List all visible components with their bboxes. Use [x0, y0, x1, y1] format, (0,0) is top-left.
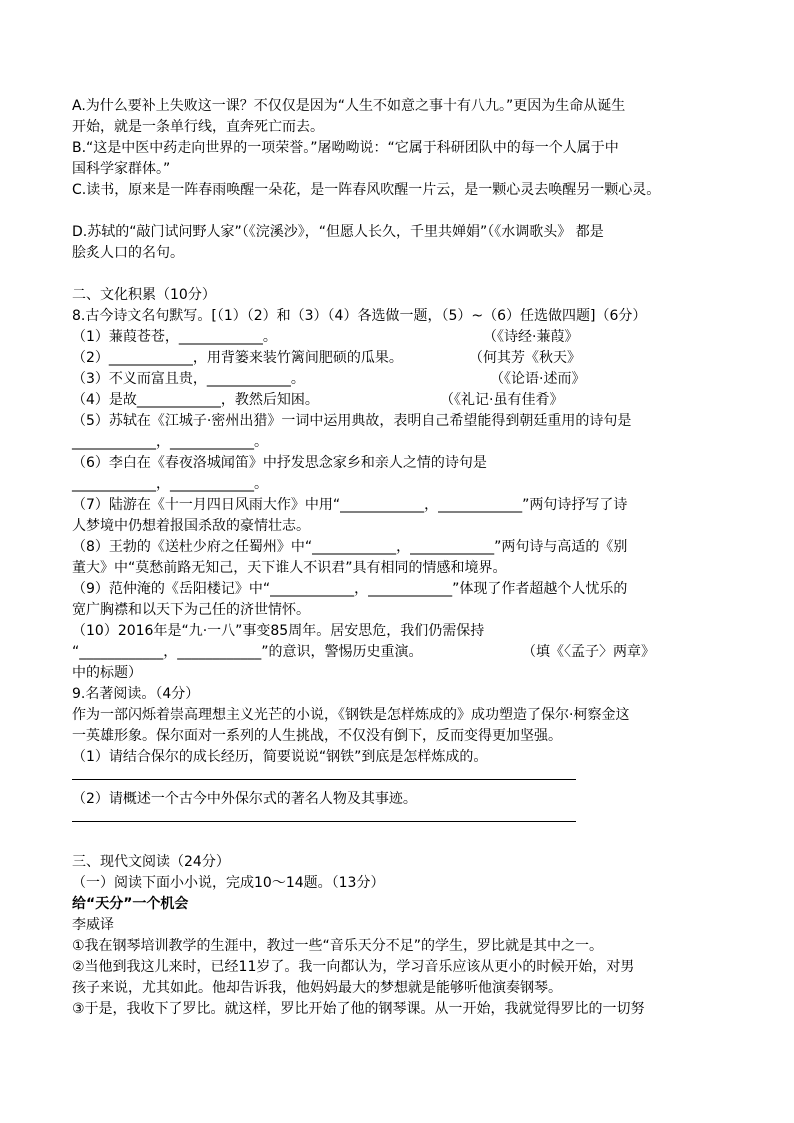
q8-10-note: （填《〈孟子〉两章》	[522, 644, 655, 660]
q9-passage-line2: 一英雄形象。保尔面对一系列的人生挑战，不仅没有倒下，反而变得更加坚强。	[72, 728, 562, 744]
option-b-line2: 国科学家群体。”	[72, 161, 171, 177]
q9-2-answer-line[interactable]	[72, 821, 576, 822]
q8-4: （4）是故____________，教然后知困。	[72, 392, 319, 408]
story-title: 给“天分”一个机会	[72, 896, 189, 912]
q8-instruction: 8.古今诗文名句默写。[（1）（2）和（3）（4）各选做一题，（5）~（6）任选做四题]（6分）	[72, 308, 647, 324]
section2-heading: 二、文化积累（10分）	[72, 287, 216, 303]
q8-10-line3: 中的标题）	[72, 665, 142, 681]
q8-8-line1: （8）王勃的《送杜少府之任蜀州》中“____________，____________”两句诗与高适的《别	[72, 539, 628, 555]
option-d-line2: 脍炙人口的名句。	[72, 245, 184, 261]
q8-4-source: （《礼记·虽有佳肴》	[440, 392, 564, 408]
q9-1: （1）请结合保尔的成长经历，简要说说“钢铁”到底是怎样炼成的。	[72, 749, 488, 765]
q8-5-line2: ____________，____________。	[72, 434, 268, 450]
q8-2-source: （何其芳《秋天》	[469, 350, 581, 366]
q8-7-line1: （7）陆游在《十一月四日风雨大作》中用“____________，____________”两句诗抒写了诗	[72, 497, 628, 513]
q9-heading: 9.名著阅读。（4分）	[72, 686, 200, 702]
q9-passage-line1: 作为一部闪烁着崇高理想主义光芒的小说，《钢铁是怎样炼成的》成功塑造了保尔·柯察金这	[72, 707, 630, 723]
q8-1-source: （《诗经·蒹葭》	[483, 329, 579, 345]
q8-3-source: （《论语·述而》	[490, 371, 586, 387]
option-a-line1: A.为什么要补上失败这一课？不仅仅是因为“人生不如意之事十有八九。”更因为生命从诞生	[72, 98, 626, 114]
q9-1-answer-line[interactable]	[72, 779, 576, 780]
q8-8-line2: 董大》中“莫愁前路无知己，天下谁人不识君”具有相同的情感和境界。	[72, 560, 507, 576]
q9-2: （2）请概述一个古今中外保尔式的著名人物及其事迹。	[72, 791, 417, 807]
option-d-line1: D.苏轼的“敲门试问野人家”（《浣溪沙》，“但愿人长久，千里共婵娟”（《水调歌头》 都是	[72, 224, 604, 240]
q8-6-line1: （6）李白在《春夜洛城闻笛》中抒发思念家乡和亲人之情的诗句是	[72, 455, 487, 471]
story-paragraph-2-line1: ②当他到我这儿来时，已经11岁了。我一向都认为，学习音乐应该从更小的时候开始，对男	[72, 959, 635, 975]
q8-7-line2: 人梦境中仍想着报国杀敌的豪情壮志。	[72, 518, 310, 534]
story-paragraph-1: ①我在钢琴培训教学的生涯中，教过一些“音乐天分不足”的学生，罗比就是其中之一。	[72, 938, 604, 954]
story-paragraph-3: ③于是，我收下了罗比。就这样，罗比开始了他的钢琴课。从一开始，我就觉得罗比的一切努	[72, 1001, 645, 1017]
section3-heading: 三、现代文阅读（24分）	[72, 854, 230, 870]
q8-2: （2）____________，用背篓来装竹篱间肥硕的瓜果。	[72, 350, 403, 366]
section3-sub1: （一）阅读下面小小说，完成10～14题。（13分）	[72, 875, 385, 891]
q8-5-line1: （5）苏轼在《江城子·密州出猎》一词中运用典故，表明自己希望能得到朝廷重用的诗句是	[72, 413, 632, 429]
option-c: C.读书，原来是一阵春雨唤醒一朵花，是一阵春风吹醒一片云，是一颗心灵去唤醒另一颗心灵。	[72, 182, 661, 198]
q8-1: （1）蒹葭苍苍，____________。	[72, 329, 277, 345]
q8-6-line2: ____________，____________。	[72, 476, 268, 492]
q8-10-line2: “____________，____________”的意识，警惕历史重演。	[72, 644, 423, 660]
option-a-line2: 开始，就是一条单行线，直奔死亡而去。	[72, 119, 324, 135]
story-paragraph-2-line2: 孩子来说，尤其如此。他却告诉我，他妈妈最大的梦想就是能够听他演奏钢琴。	[72, 980, 562, 996]
q8-9-line1: （9）范仲淹的《岳阳楼记》中“____________，____________”体现了作者超越个人忧乐的	[72, 581, 628, 597]
q8-9-line2: 宽广胸襟和以天下为己任的济世情怀。	[72, 602, 310, 618]
q8-10-line1: （10）2016年是“九·一八”事变85周年。居安思危，我们仍需保持	[72, 623, 485, 639]
q8-3: （3）不义而富且贵，____________。	[72, 371, 305, 387]
story-author: 李威译	[72, 917, 114, 933]
option-b-line1: B.“这是中医中药走向世界的一项荣誉。”屠呦呦说：“它属于科研团队中的每一个人属于中	[72, 140, 619, 156]
